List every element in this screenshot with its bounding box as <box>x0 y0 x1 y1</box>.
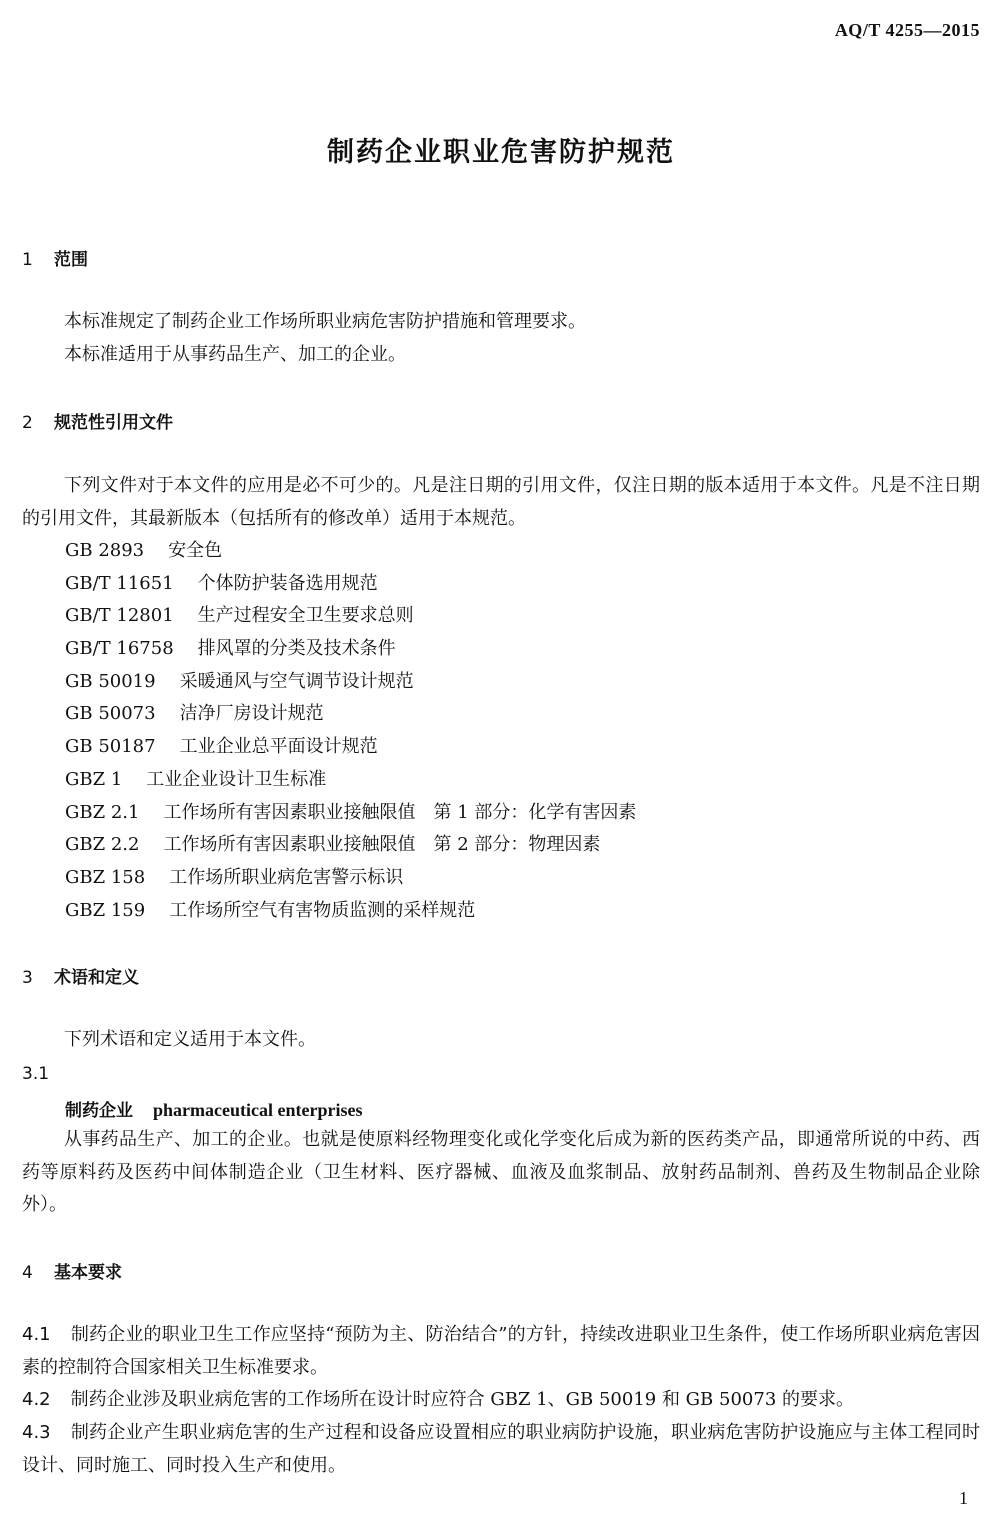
reference-title: 洁净厂房设计规范 <box>179 703 324 725</box>
reference-item <box>65 764 636 797</box>
reference-item <box>65 862 636 895</box>
requirement-text: 制药企业涉及职业病危害的工作场所在设计时应符合 GBZ 1、GB 50019 和 GB 50073 的要求。 <box>70 1389 854 1410</box>
reference-code: GB 50187 <box>65 736 156 758</box>
references-intro: 下列文件对于本文件的应用是必不可少的。凡是注日期的引用文件，仅注日期的版本适用于本文件。凡是不注日期的引用文件，其最新版本（包括所有的修改单）适用于本规范。 <box>22 475 980 529</box>
reference-title: 采暖通风与空气调节设计规范 <box>179 670 414 692</box>
section-title: 范围 <box>54 250 88 270</box>
reference-item <box>65 829 636 862</box>
term-definition: 从事药品生产、加工的企业。也就是使原料经物理变化或化学变化后成为新的医药类产品，即通常所说的中药、西药等原料药及医药中间体制造企业（卫生材料、医疗器械、血液及血浆制品、放射药品制剂、兽药及生物制品企业除外）。 <box>22 1129 980 1215</box>
reference-item <box>65 600 636 633</box>
reference-code: GBZ 158 <box>65 866 146 888</box>
reference-code: GB/T 12801 <box>65 605 174 627</box>
requirement-text: 制药企业的职业卫生工作应坚持“预防为主、防治结合”的方针，持续改进职业卫生条件，使工作场所职业病危害因素的控制符合国家相关卫生标准要求。 <box>22 1324 980 1378</box>
reference-item <box>65 568 636 601</box>
section-number: 3 <box>22 968 33 988</box>
section-4-heading <box>22 1258 122 1283</box>
reference-title: 生产过程安全卫生要求总则 <box>197 605 414 627</box>
reference-code: GB 2893 <box>65 540 145 561</box>
section-title: 基本要求 <box>54 1263 122 1283</box>
section-number: 4 <box>22 1263 33 1283</box>
section-number: 1 <box>22 250 33 270</box>
reference-code: GB/T 11651 <box>65 572 174 594</box>
requirement-text: 制药企业产生职业病危害的生产过程和设备应设置相应的职业病防护设施，职业病危害防护设施应与主体工程同时设计、同时施工、同时投入生产和使用。 <box>22 1422 980 1476</box>
reference-item <box>65 633 636 666</box>
reference-code: GBZ 159 <box>65 899 146 921</box>
requirement-item <box>22 1319 980 1384</box>
term-english: pharmaceutical enterprises <box>153 1100 363 1120</box>
reference-code: GB 50073 <box>65 703 156 725</box>
reference-title: 排风罩的分类及技术条件 <box>197 638 396 660</box>
reference-title: 工作场所空气有害物质监测的采样规范 <box>169 899 476 921</box>
requirement-item <box>22 1417 980 1482</box>
reference-code: GBZ 2.1 <box>65 801 140 823</box>
reference-item <box>65 698 636 731</box>
reference-item <box>65 535 636 568</box>
page-number: 1 <box>959 1488 968 1508</box>
scope-paragraph-2: 本标准适用于从事药品生产、加工的企业。 <box>64 344 406 365</box>
reference-title: 工业企业总平面设计规范 <box>179 736 378 758</box>
requirement-number: 4.1 <box>22 1324 51 1345</box>
clause-number: 3.1 <box>22 1064 50 1084</box>
reference-code: GB/T 16758 <box>65 638 174 660</box>
requirement-item <box>22 1384 980 1417</box>
reference-title: 工作场所职业病危害警示标识 <box>169 866 404 888</box>
section-title: 术语和定义 <box>54 968 139 988</box>
reference-code: GBZ 2.2 <box>65 834 140 856</box>
reference-code: GB 50019 <box>65 670 156 692</box>
term-chinese: 制药企业 <box>65 1101 133 1121</box>
section-3-heading <box>22 963 139 988</box>
section-1-heading <box>22 245 88 270</box>
requirement-number: 4.2 <box>22 1389 51 1410</box>
reference-title: 个体防护装备选用规范 <box>197 572 378 594</box>
reference-item <box>65 797 636 830</box>
reference-title: 工作场所有害因素职业接触限值 第 1 部分：化学有害因素 <box>163 801 637 823</box>
requirement-number: 4.3 <box>22 1422 51 1443</box>
section-number: 2 <box>22 413 33 433</box>
section-title: 规范性引用文件 <box>54 413 173 433</box>
scope-paragraph-1: 本标准规定了制药企业工作场所职业病危害防护措施和管理要求。 <box>64 311 586 332</box>
reference-item <box>65 666 636 699</box>
terms-intro: 下列术语和定义适用于本文件。 <box>64 1029 316 1050</box>
document-code: AQ/T 4255—2015 <box>834 20 980 40</box>
document-title: 制药企业职业危害防护规范 <box>327 137 675 168</box>
section-2-heading <box>22 408 173 433</box>
reference-item <box>65 895 636 928</box>
term-entry <box>65 1096 362 1121</box>
reference-list <box>65 535 636 927</box>
reference-title: 工作场所有害因素职业接触限值 第 2 部分：物理因素 <box>163 834 601 856</box>
reference-title: 工业企业设计卫生标准 <box>146 768 327 790</box>
reference-code: GBZ 1 <box>65 768 123 790</box>
reference-item <box>65 731 636 764</box>
reference-title: 安全色 <box>168 540 223 561</box>
